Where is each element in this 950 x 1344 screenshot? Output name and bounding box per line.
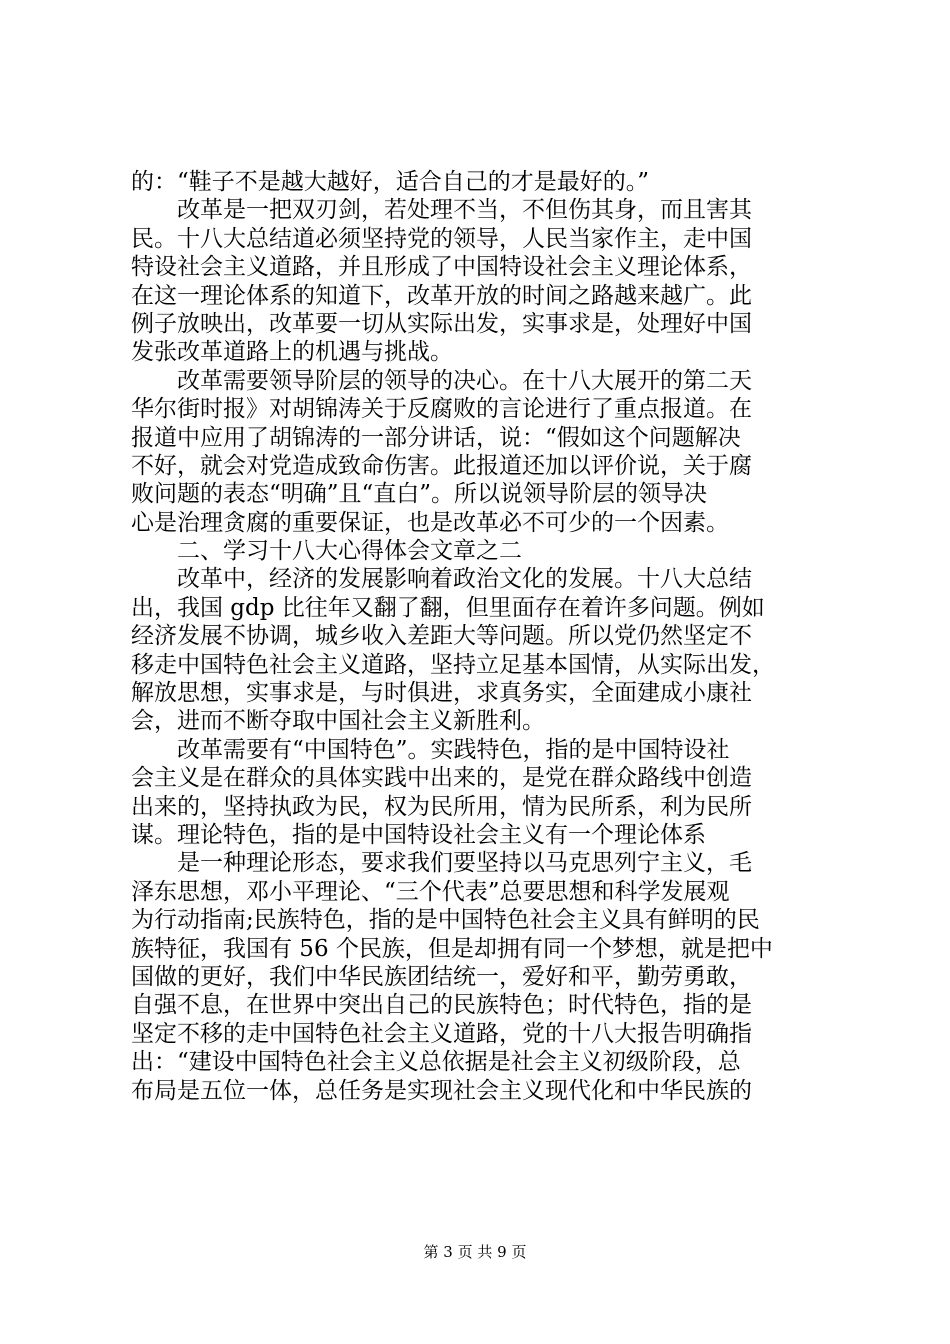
text-line: 华尔街时报》对胡锦涛关于反腐败的言论进行了重点报道。在 (131, 396, 752, 423)
text-line: 报道中应用了胡锦涛的一部分讲话，说：“假如这个问题解决 (131, 424, 741, 451)
text-line: 会主义是在群众的具体实践中出来的，是党在群众路线中创造 (131, 765, 752, 792)
text-line: 会，进而不断夺取中国社会主义新胜利。 (131, 708, 545, 735)
text-line: 例子放映出，改革要一切从实际出发，实事求是，处理好中国 (131, 310, 752, 337)
text-line: 出来的，坚持执政为民，权为民所用，情为民所系，利为民所 (131, 793, 752, 820)
text-line: 为行动指南;民族特色，指的是中国特色社会主义具有鲜明的民 (131, 907, 760, 934)
text-line: 不好，就会对党造成致命伤害。此报道还加以评价说，关于腐 (131, 452, 752, 479)
text-line: 改革是一把双刃剑，若处理不当，不但伤其身，而且害其 (131, 197, 752, 224)
text-line: 经济发展不协调，城乡收入差距大等问题。所以党仍然坚定不 (131, 623, 752, 650)
text-line: 坚定不移的走中国特色社会主义道路，党的十八大报告明确指 (131, 1020, 752, 1047)
text-line: 自强不息，在世界中突出自己的民族特色；时代特色，指的是 (131, 992, 752, 1019)
text-line: 谋。理论特色，指的是中国特设社会主义有一个理论体系 (131, 821, 706, 848)
text-line: 泽东思想，邓小平理论、“三个代表”总要思想和科学发展观 (131, 878, 730, 905)
text-line: 是一种理论形态，要求我们要坚持以马克思列宁主义，毛 (131, 850, 752, 877)
text-line: 出：“建设中国特色社会主义总依据是社会主义初级阶段，总 (131, 1049, 741, 1076)
text-line: 族特征，我国有 56 个民族，但是却拥有同一个梦想，就是把中 (131, 935, 773, 962)
text-line: 布局是五位一体，总任务是实现社会主义现代化和中华民族的 (131, 1077, 752, 1104)
text-line: 败问题的表态“明确”且“直白”。所以说领导阶层的领导决 (131, 481, 708, 508)
text-line: 二、学习十八大心得体会文章之二 (131, 538, 522, 565)
text-line: 改革需要有“中国特色”。实践特色，指的是中国特设社 (131, 736, 730, 763)
document-body (131, 168, 831, 1105)
text-line: 在这一理论体系的知道下，改革开放的时间之路越来越广。此 (131, 282, 752, 309)
text-line: 民。十八大总结道必须坚持党的领导，人民当家作主，走中国 (131, 225, 752, 252)
text-line: 解放思想，实事求是，与时俱进，求真务实，全面建成小康社 (131, 680, 752, 707)
text-line: 改革中，经济的发展影响着政治文化的发展。十八大总结 (131, 566, 752, 593)
text-line: 发张改革道路上的机遇与挑战。 (131, 339, 453, 366)
text-line: 特设社会主义道路，并且形成了中国特设社会主义理论体系， (131, 254, 752, 281)
text-line: 的：“鞋子不是越大越好，适合自己的才是最好的。” (131, 169, 650, 195)
text-line: 国做的更好，我们中华民族团结统一，爱好和平，勤劳勇敢， (131, 963, 752, 990)
text-line: 改革需要领导阶层的领导的决心。在十八大展开的第二天 (131, 367, 752, 394)
page-footer: 第 3 页 共 9 页 (423, 1243, 527, 1261)
text-line: 心是治理贪腐的重要保证，也是改革必不可少的一个因素。 (131, 509, 729, 536)
text-line: 出，我国 gdp 比往年又翻了翻，但里面存在着许多问题。例如 (131, 594, 765, 621)
text-line: 移走中国特色社会主义道路，坚持立足基本国情，从实际出发， (131, 651, 775, 678)
